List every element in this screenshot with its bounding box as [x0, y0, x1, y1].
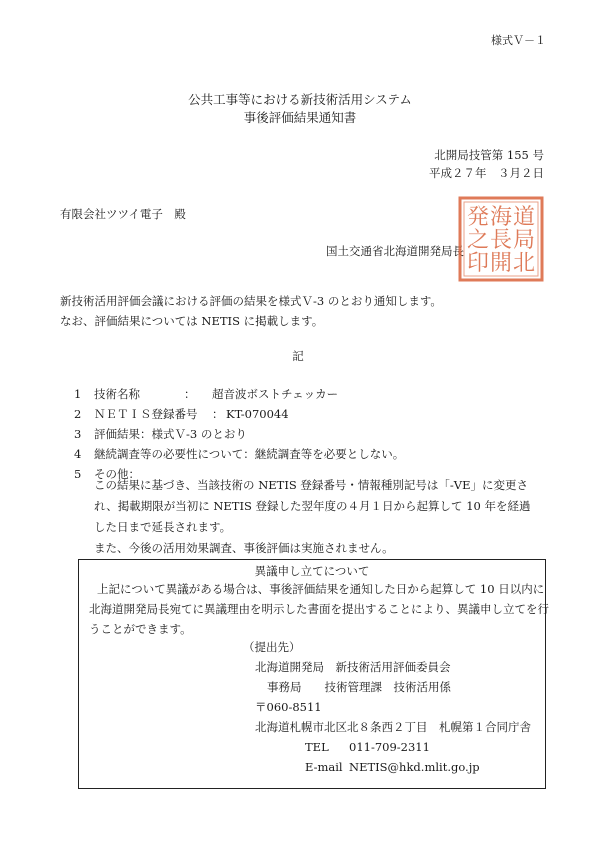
postal-code: 〒060-8511 — [255, 700, 322, 714]
objection-title: 異議申し立てについて — [254, 564, 370, 578]
document-title-line1: 公共工事等における新技術活用システム — [188, 92, 412, 107]
list-item — [60, 447, 550, 467]
sender: 国土交通省北海道開発局長 — [326, 244, 464, 258]
ki-heading: 記 — [292, 349, 308, 363]
tel-label: TEL — [305, 740, 329, 754]
item-separator: ： — [212, 407, 224, 421]
recipient: 有限会社ツツイ電子 殿 — [60, 207, 186, 221]
note-line: れ、掲載期限が当初に NETIS 登録した翌年度の４月１日から起算して 10 年を経過 — [94, 499, 531, 513]
list-item — [60, 407, 550, 427]
item-text: 評価結果：様式Ｖ-3 のとおり — [94, 427, 247, 441]
list-item — [60, 387, 550, 407]
note-line: この結果に基づき、当該技術の NETIS 登録番号・情報種別記号は「-VE」に変更さ — [94, 478, 528, 492]
item-text: 継続調査等の必要性について：継続調査等を必要としない。 — [94, 447, 405, 461]
item-value: KT-070044 — [226, 407, 289, 421]
official-seal — [458, 196, 544, 282]
submit-organization: 北海道開発局 新技術活用評価委員会 — [255, 660, 451, 674]
seal-glyph: 北 — [512, 251, 536, 276]
seal-glyph: 長 — [489, 228, 513, 253]
note-line: した日まで延長されます。 — [94, 520, 232, 534]
item-value: 超音波ボストチェッカー — [212, 387, 339, 401]
items-list — [60, 387, 550, 487]
document-date: 平成２７年 ３月２日 — [429, 166, 544, 180]
email-label: E-mail — [305, 760, 343, 774]
objection-line: 北海道開発局長宛てに異議理由を明示した書面を提出することにより、異議申し立てを行 — [89, 602, 549, 616]
list-item — [60, 427, 550, 447]
submit-heading: （提出先） — [243, 640, 301, 654]
objection-line: うことができます。 — [89, 622, 192, 636]
item-label: ＮＥＴＩＳ登録番号 — [94, 407, 198, 421]
objection-line: 上記について異議がある場合は、事後評価結果を通知した日から起算して 10 日以内に — [97, 582, 545, 596]
objection-box — [78, 559, 549, 789]
seal-glyph: 道 — [512, 205, 536, 230]
document-title-line2: 事後評価結果通知書 — [243, 110, 357, 125]
item-number: 3 — [74, 427, 82, 441]
seal-glyph: 発 — [466, 205, 490, 230]
submit-office: 事務局 技術管理課 技術活用係 — [267, 680, 451, 694]
item-number: 5 — [74, 467, 82, 481]
seal-glyph: 之 — [466, 228, 490, 253]
item-number: 2 — [74, 407, 82, 421]
email-address: NETIS@hkd.mlit.go.jp — [349, 760, 480, 774]
body-text-line2: なお、評価結果については NETIS に掲載します。 — [60, 314, 324, 328]
item-text: その他： — [94, 467, 140, 481]
seal-glyph: 開 — [489, 251, 513, 276]
note-line: また、今後の活用効果調査、事後評価は実施されません。 — [94, 541, 394, 555]
seal-glyph: 局 — [512, 228, 536, 253]
tel-number: 011-709-2311 — [349, 740, 430, 754]
item-number: 1 — [74, 387, 82, 401]
item-separator: ： — [184, 387, 196, 401]
body-text-line1: 新技術活用評価会議における評価の結果を様式Ｖ-3 のとおり通知します。 — [60, 294, 442, 308]
seal-glyph: 印 — [466, 251, 490, 276]
item-label: 技術名称 — [94, 387, 140, 401]
seal-glyph: 海 — [489, 205, 513, 230]
item-number: 4 — [74, 447, 82, 461]
document-number: 北開局技管第 155 号 — [434, 148, 544, 162]
form-number: 様式Ｖ－１ — [491, 34, 546, 47]
address: 北海道札幌市北区北８条西２丁目 札幌第１合同庁舎 — [255, 720, 531, 734]
